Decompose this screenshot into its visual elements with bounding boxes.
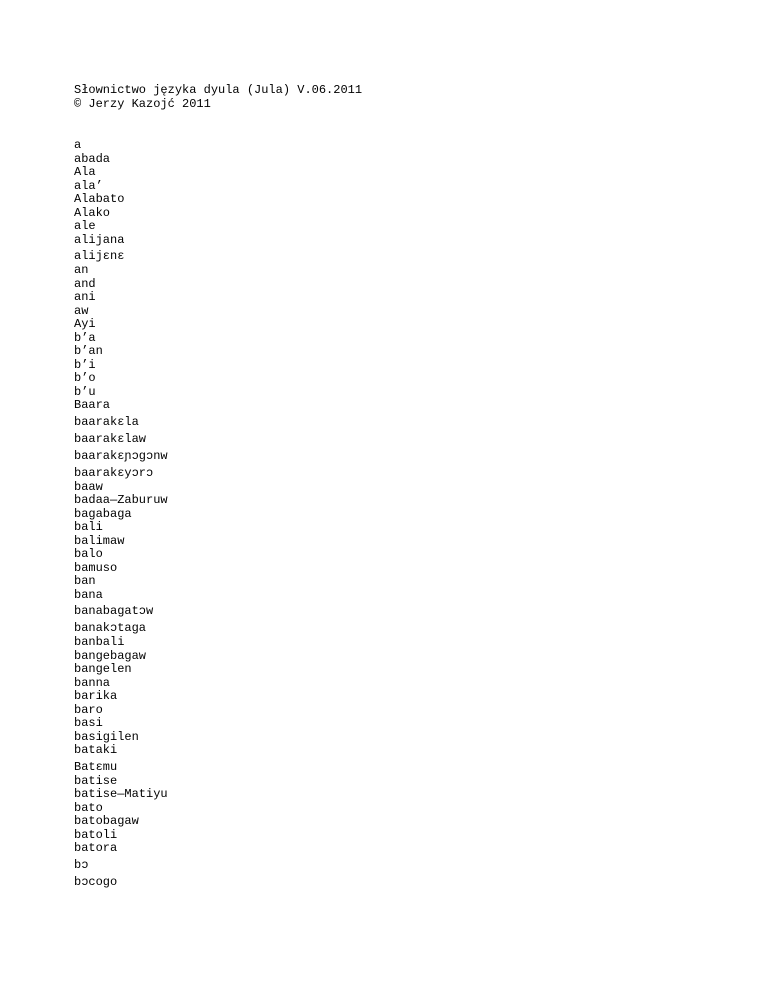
word-entry: banabagatɔw [74,604,154,618]
header-spacer [74,111,362,139]
word-entry: Alabato [74,192,125,206]
word-entry: bali [74,520,103,534]
word-entry: balo [74,547,103,561]
word-entry: basi [74,716,103,730]
word-entry: baarakɛla [74,414,139,429]
word-entry: basigilen [74,729,139,744]
word-entry: alijɛnɛ [74,249,125,263]
word-entry: balimaw [74,533,125,548]
word-entry: banbali [74,635,125,649]
word-entry: bana [74,587,103,602]
word-entry: ale [74,219,96,233]
word-entry: bɔ [74,857,89,872]
word-entry: Batɛmu [74,759,118,774]
word-entry: ani [74,290,96,304]
word-entry: batora [74,841,118,855]
word-entry: baarakɛlaw [74,431,147,446]
word-entry: baro [74,702,103,717]
word-entry: baarakɛyɔrɔ [74,465,154,480]
word-entry: bangebagaw [74,648,147,663]
word-entry: banna [74,675,111,690]
word-entry: b’u [74,384,96,399]
word-entry: an [74,263,89,277]
word-entry: bato [74,800,103,815]
word-entry: aw [74,303,89,318]
word-entry: a [74,138,82,152]
word-entry: abada [74,151,111,166]
word-entry: baaw [74,479,103,494]
word-entry: bɔcogo [74,874,118,889]
word-entry: batoli [74,827,118,842]
word-entry: bataki [74,743,118,757]
word-entry: bagabaga [74,506,132,521]
word-entry: b’a [74,330,96,345]
word-entry: Ayi [74,317,96,331]
word-list [74,139,362,890]
word-entry: barika [74,689,118,703]
copyright-line: © Jerzy Kazojć 2011 [74,96,211,111]
word-entry: batobagaw [74,814,139,828]
word-entry: Ala [74,165,96,179]
word-entry: alijana [74,232,125,247]
document-page [74,84,362,890]
word-entry: b’an [74,344,103,358]
word-entry: Baara [74,398,111,412]
word-entry: bangelen [74,662,132,676]
word-entry: b’o [74,371,96,385]
word-entry: baarakɛɲɔgɔnw [74,448,168,463]
word-entry: banakɔtaga [74,621,147,635]
word-entry: ban [74,574,96,588]
word-entry: ala’ [74,178,103,193]
word-entry: batise—Matiyu [74,787,168,801]
word-entry: batise [74,773,118,788]
word-entry: b’i [74,357,96,372]
word-entry: Alako [74,205,111,220]
word-entry: bamuso [74,560,118,575]
document-title: Słownictwo języka dyula (Jula) V.06.2011 [74,83,363,97]
word-entry: badaa—Zaburuw [74,493,168,507]
word-entry: and [74,276,96,291]
